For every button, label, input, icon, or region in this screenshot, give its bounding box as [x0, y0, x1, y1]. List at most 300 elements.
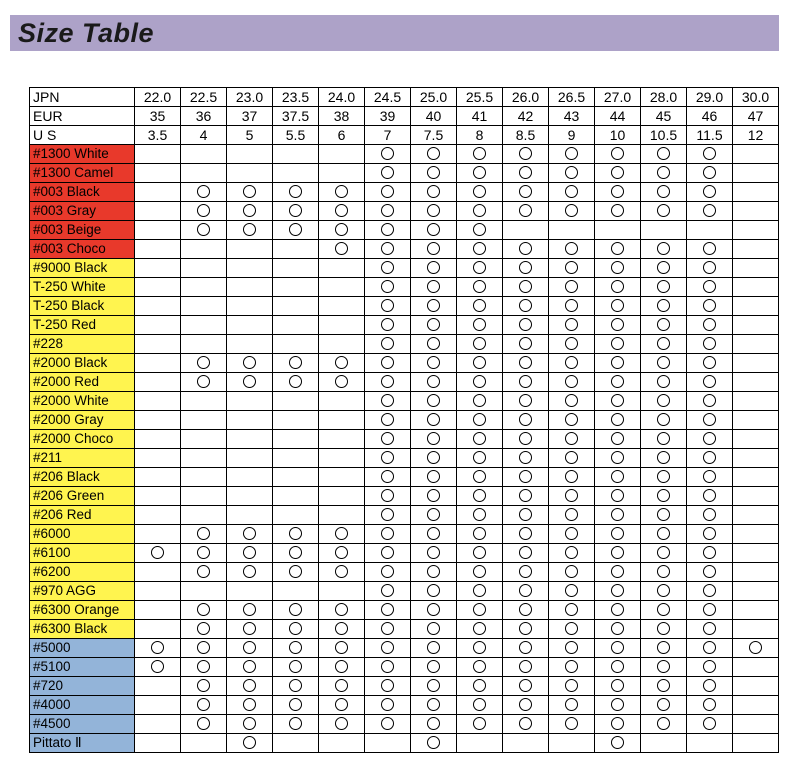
availability-cell	[319, 202, 365, 221]
size-value: 37.5	[273, 107, 319, 126]
available-circle-icon	[565, 679, 578, 692]
availability-cell	[549, 278, 595, 297]
availability-cell	[457, 411, 503, 430]
available-circle-icon	[289, 641, 302, 654]
available-circle-icon	[519, 641, 532, 654]
availability-cell	[595, 240, 641, 259]
availability-cell	[687, 430, 733, 449]
availability-cell	[733, 145, 779, 164]
availability-cell	[641, 221, 687, 240]
availability-cell	[641, 544, 687, 563]
availability-cell	[733, 430, 779, 449]
availability-cell	[549, 316, 595, 335]
availability-cell	[135, 221, 181, 240]
availability-cell	[319, 316, 365, 335]
available-circle-icon	[657, 375, 670, 388]
availability-cell	[687, 278, 733, 297]
available-circle-icon	[565, 489, 578, 502]
available-circle-icon	[243, 204, 256, 217]
availability-cell	[549, 392, 595, 411]
available-circle-icon	[427, 280, 440, 293]
availability-cell	[181, 620, 227, 639]
availability-cell	[457, 183, 503, 202]
table-row	[30, 468, 779, 487]
availability-cell	[595, 525, 641, 544]
availability-cell	[549, 259, 595, 278]
available-circle-icon	[565, 451, 578, 464]
size-value: 5	[227, 126, 273, 145]
availability-cell	[319, 221, 365, 240]
available-circle-icon	[427, 337, 440, 350]
available-circle-icon	[657, 299, 670, 312]
available-circle-icon	[197, 185, 210, 198]
availability-cell	[319, 240, 365, 259]
availability-cell	[687, 145, 733, 164]
availability-cell	[365, 411, 411, 430]
size-value: 35	[135, 107, 181, 126]
available-circle-icon	[381, 508, 394, 521]
available-circle-icon	[243, 223, 256, 236]
availability-cell	[181, 316, 227, 335]
availability-cell	[135, 335, 181, 354]
available-circle-icon	[473, 470, 486, 483]
available-circle-icon	[519, 185, 532, 198]
availability-cell	[503, 164, 549, 183]
available-circle-icon	[427, 375, 440, 388]
available-circle-icon	[519, 242, 532, 255]
available-circle-icon	[657, 147, 670, 160]
available-circle-icon	[519, 413, 532, 426]
availability-cell	[503, 221, 549, 240]
model-name: #206 Black	[30, 468, 135, 487]
available-circle-icon	[611, 432, 624, 445]
availability-cell	[549, 639, 595, 658]
availability-cell	[135, 430, 181, 449]
availability-cell	[457, 373, 503, 392]
availability-cell	[411, 525, 457, 544]
availability-cell	[503, 411, 549, 430]
available-circle-icon	[565, 375, 578, 388]
available-circle-icon	[703, 280, 716, 293]
available-circle-icon	[703, 470, 716, 483]
availability-cell	[595, 411, 641, 430]
available-circle-icon	[703, 318, 716, 331]
availability-cell	[733, 468, 779, 487]
availability-cell	[733, 715, 779, 734]
model-name: T-250 Red	[30, 316, 135, 335]
availability-cell	[319, 164, 365, 183]
available-circle-icon	[427, 147, 440, 160]
available-circle-icon	[565, 318, 578, 331]
availability-cell	[135, 373, 181, 392]
availability-cell	[457, 506, 503, 525]
availability-cell	[365, 506, 411, 525]
table-row	[30, 582, 779, 601]
available-circle-icon	[289, 185, 302, 198]
availability-cell	[503, 468, 549, 487]
availability-cell	[181, 677, 227, 696]
table-row	[30, 544, 779, 563]
available-circle-icon	[427, 717, 440, 730]
availability-cell	[365, 468, 411, 487]
available-circle-icon	[427, 698, 440, 711]
availability-cell	[457, 715, 503, 734]
available-circle-icon	[473, 166, 486, 179]
availability-cell	[687, 620, 733, 639]
availability-cell	[319, 278, 365, 297]
available-circle-icon	[703, 413, 716, 426]
size-value: 38	[319, 107, 365, 126]
availability-cell	[181, 582, 227, 601]
available-circle-icon	[473, 451, 486, 464]
available-circle-icon	[197, 603, 210, 616]
model-name: #228	[30, 335, 135, 354]
available-circle-icon	[565, 508, 578, 521]
availability-cell	[411, 677, 457, 696]
availability-cell	[365, 734, 411, 753]
availability-cell	[457, 525, 503, 544]
size-system-label: EUR	[30, 107, 135, 126]
availability-cell	[411, 715, 457, 734]
available-circle-icon	[519, 337, 532, 350]
availability-cell	[273, 601, 319, 620]
available-circle-icon	[335, 546, 348, 559]
available-circle-icon	[657, 470, 670, 483]
table-row	[30, 335, 779, 354]
available-circle-icon	[427, 185, 440, 198]
availability-cell	[641, 677, 687, 696]
availability-cell	[365, 392, 411, 411]
availability-cell	[319, 430, 365, 449]
availability-cell	[733, 183, 779, 202]
availability-cell	[733, 563, 779, 582]
availability-cell	[365, 544, 411, 563]
availability-cell	[135, 392, 181, 411]
table-row	[30, 354, 779, 373]
availability-cell	[549, 734, 595, 753]
available-circle-icon	[703, 641, 716, 654]
available-circle-icon	[289, 356, 302, 369]
available-circle-icon	[611, 204, 624, 217]
availability-cell	[273, 183, 319, 202]
availability-cell	[319, 297, 365, 316]
available-circle-icon	[611, 679, 624, 692]
availability-cell	[457, 563, 503, 582]
availability-cell	[319, 696, 365, 715]
availability-cell	[227, 468, 273, 487]
availability-cell	[319, 734, 365, 753]
availability-cell	[411, 316, 457, 335]
available-circle-icon	[703, 660, 716, 673]
size-value: 44	[595, 107, 641, 126]
model-name: T-250 White	[30, 278, 135, 297]
availability-cell	[319, 620, 365, 639]
available-circle-icon	[519, 261, 532, 274]
availability-cell	[503, 335, 549, 354]
available-circle-icon	[427, 394, 440, 407]
availability-cell	[457, 449, 503, 468]
available-circle-icon	[473, 280, 486, 293]
availability-cell	[687, 316, 733, 335]
availability-cell	[135, 164, 181, 183]
table-row	[30, 411, 779, 430]
availability-cell	[595, 392, 641, 411]
available-circle-icon	[703, 565, 716, 578]
availability-cell	[687, 221, 733, 240]
available-circle-icon	[611, 622, 624, 635]
availability-cell	[227, 316, 273, 335]
model-name: #003 Choco	[30, 240, 135, 259]
availability-cell	[411, 335, 457, 354]
availability-cell	[549, 297, 595, 316]
available-circle-icon	[611, 299, 624, 312]
availability-cell	[457, 202, 503, 221]
availability-cell	[687, 183, 733, 202]
availability-cell	[733, 164, 779, 183]
title-bar	[10, 15, 779, 51]
availability-cell	[411, 734, 457, 753]
size-value: 22.5	[181, 88, 227, 107]
size-value: 23.5	[273, 88, 319, 107]
available-circle-icon	[473, 603, 486, 616]
availability-cell	[687, 335, 733, 354]
available-circle-icon	[519, 375, 532, 388]
available-circle-icon	[335, 185, 348, 198]
availability-cell	[457, 316, 503, 335]
availability-cell	[457, 278, 503, 297]
availability-cell	[181, 221, 227, 240]
availability-cell	[411, 392, 457, 411]
availability-cell	[595, 297, 641, 316]
availability-cell	[319, 411, 365, 430]
available-circle-icon	[427, 584, 440, 597]
availability-cell	[549, 715, 595, 734]
availability-cell	[227, 715, 273, 734]
model-name: #4500	[30, 715, 135, 734]
available-circle-icon	[657, 698, 670, 711]
availability-cell	[457, 620, 503, 639]
available-circle-icon	[427, 603, 440, 616]
availability-cell	[181, 601, 227, 620]
size-value: 37	[227, 107, 273, 126]
availability-cell	[549, 430, 595, 449]
availability-cell	[641, 639, 687, 658]
available-circle-icon	[381, 356, 394, 369]
availability-cell	[181, 278, 227, 297]
availability-cell	[365, 183, 411, 202]
availability-cell	[181, 373, 227, 392]
available-circle-icon	[703, 622, 716, 635]
available-circle-icon	[151, 660, 164, 673]
availability-cell	[549, 620, 595, 639]
available-circle-icon	[197, 223, 210, 236]
availability-cell	[227, 563, 273, 582]
available-circle-icon	[197, 204, 210, 217]
available-circle-icon	[427, 432, 440, 445]
available-circle-icon	[473, 337, 486, 350]
available-circle-icon	[657, 584, 670, 597]
available-circle-icon	[611, 660, 624, 673]
availability-cell	[227, 696, 273, 715]
availability-cell	[365, 715, 411, 734]
availability-cell	[273, 373, 319, 392]
availability-cell	[549, 582, 595, 601]
availability-cell	[181, 392, 227, 411]
available-circle-icon	[473, 147, 486, 160]
available-circle-icon	[703, 546, 716, 559]
model-name: #2000 Black	[30, 354, 135, 373]
table-row	[30, 696, 779, 715]
availability-cell	[457, 259, 503, 278]
availability-cell	[273, 316, 319, 335]
available-circle-icon	[565, 698, 578, 711]
available-circle-icon	[381, 546, 394, 559]
availability-cell	[273, 392, 319, 411]
available-circle-icon	[427, 489, 440, 502]
availability-cell	[549, 354, 595, 373]
availability-cell	[365, 240, 411, 259]
availability-cell	[457, 145, 503, 164]
available-circle-icon	[657, 489, 670, 502]
availability-cell	[641, 449, 687, 468]
available-circle-icon	[703, 394, 716, 407]
available-circle-icon	[427, 204, 440, 217]
availability-cell	[641, 715, 687, 734]
availability-cell	[595, 734, 641, 753]
available-circle-icon	[565, 717, 578, 730]
availability-cell	[181, 430, 227, 449]
available-circle-icon	[197, 565, 210, 578]
available-circle-icon	[519, 147, 532, 160]
availability-cell	[319, 563, 365, 582]
available-circle-icon	[289, 698, 302, 711]
available-circle-icon	[197, 527, 210, 540]
available-circle-icon	[381, 660, 394, 673]
available-circle-icon	[611, 280, 624, 293]
availability-cell	[181, 734, 227, 753]
availability-cell	[273, 221, 319, 240]
availability-cell	[641, 601, 687, 620]
available-circle-icon	[703, 717, 716, 730]
availability-cell	[273, 430, 319, 449]
available-circle-icon	[289, 565, 302, 578]
model-name: #211	[30, 449, 135, 468]
availability-cell	[641, 658, 687, 677]
availability-cell	[273, 563, 319, 582]
availability-cell	[411, 354, 457, 373]
available-circle-icon	[519, 432, 532, 445]
size-value: 8	[457, 126, 503, 145]
availability-cell	[503, 145, 549, 164]
available-circle-icon	[611, 375, 624, 388]
available-circle-icon	[657, 679, 670, 692]
availability-cell	[641, 297, 687, 316]
availability-cell	[595, 563, 641, 582]
available-circle-icon	[703, 356, 716, 369]
available-circle-icon	[289, 603, 302, 616]
availability-cell	[503, 278, 549, 297]
model-name: #003 Black	[30, 183, 135, 202]
available-circle-icon	[381, 185, 394, 198]
available-circle-icon	[657, 622, 670, 635]
available-circle-icon	[381, 565, 394, 578]
availability-cell	[319, 449, 365, 468]
available-circle-icon	[565, 603, 578, 616]
available-circle-icon	[381, 223, 394, 236]
availability-cell	[595, 278, 641, 297]
available-circle-icon	[427, 527, 440, 540]
availability-cell	[457, 221, 503, 240]
availability-cell	[319, 259, 365, 278]
availability-cell	[273, 582, 319, 601]
availability-cell	[365, 658, 411, 677]
size-value: 30.0	[733, 88, 779, 107]
available-circle-icon	[473, 679, 486, 692]
available-circle-icon	[519, 698, 532, 711]
availability-cell	[135, 316, 181, 335]
availability-cell	[687, 297, 733, 316]
availability-cell	[733, 221, 779, 240]
availability-cell	[411, 430, 457, 449]
availability-cell	[687, 601, 733, 620]
table-row	[30, 145, 779, 164]
available-circle-icon	[703, 299, 716, 312]
availability-cell	[595, 582, 641, 601]
availability-cell	[365, 335, 411, 354]
availability-cell	[411, 297, 457, 316]
available-circle-icon	[519, 356, 532, 369]
availability-cell	[503, 354, 549, 373]
available-circle-icon	[611, 508, 624, 521]
availability-cell	[181, 639, 227, 658]
availability-cell	[273, 297, 319, 316]
available-circle-icon	[381, 717, 394, 730]
availability-cell	[365, 696, 411, 715]
availability-cell	[457, 335, 503, 354]
table-row	[30, 620, 779, 639]
available-circle-icon	[243, 565, 256, 578]
size-value: 24.5	[365, 88, 411, 107]
availability-cell	[503, 373, 549, 392]
model-name: #6300 Orange	[30, 601, 135, 620]
availability-cell	[641, 411, 687, 430]
table-row	[30, 601, 779, 620]
availability-cell	[273, 658, 319, 677]
available-circle-icon	[519, 679, 532, 692]
available-circle-icon	[565, 166, 578, 179]
availability-cell	[411, 658, 457, 677]
available-circle-icon	[381, 147, 394, 160]
availability-cell	[687, 259, 733, 278]
availability-cell	[273, 449, 319, 468]
availability-cell	[365, 278, 411, 297]
availability-cell	[411, 164, 457, 183]
available-circle-icon	[703, 147, 716, 160]
available-circle-icon	[519, 451, 532, 464]
availability-cell	[135, 601, 181, 620]
available-circle-icon	[381, 584, 394, 597]
availability-cell	[457, 734, 503, 753]
available-circle-icon	[473, 546, 486, 559]
available-circle-icon	[611, 356, 624, 369]
availability-cell	[549, 525, 595, 544]
availability-cell	[319, 145, 365, 164]
availability-cell	[135, 506, 181, 525]
available-circle-icon	[657, 166, 670, 179]
availability-cell	[273, 259, 319, 278]
availability-cell	[319, 639, 365, 658]
table-row	[30, 373, 779, 392]
